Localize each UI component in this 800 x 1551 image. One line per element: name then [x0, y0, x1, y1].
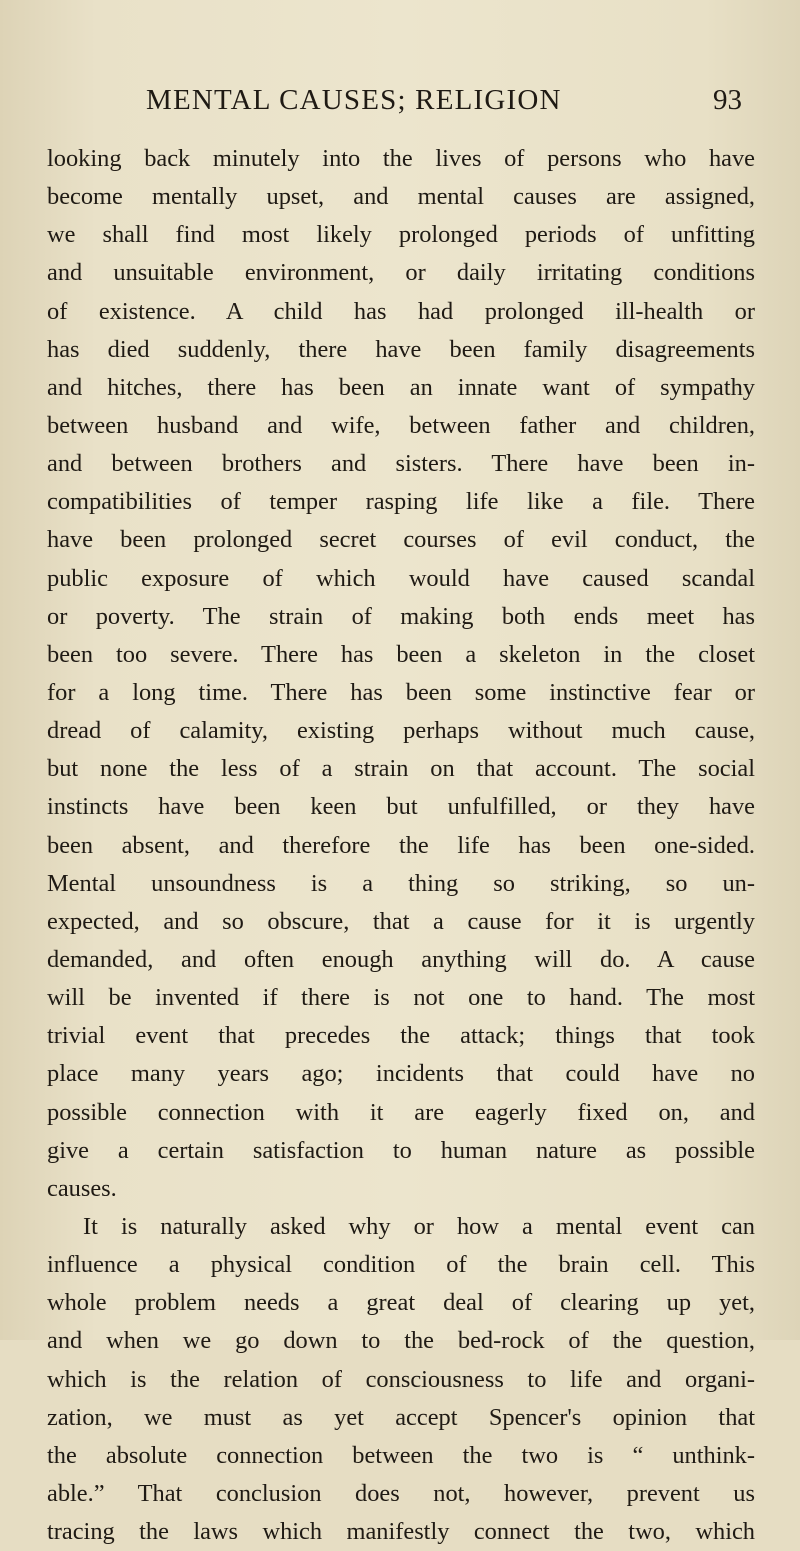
text-line: instincts have been keen but unfulfilled, or they have — [47, 793, 755, 821]
text-line: whole problem needs a great deal of clearing up yet, — [47, 1289, 755, 1317]
text-line: zation, we must as yet accept Spencer's opinion that — [47, 1403, 755, 1431]
text-line: and unsuitable environment, or daily irritating conditions — [47, 259, 755, 287]
text-line: influence a physical condition of the brain cell. This — [47, 1251, 755, 1279]
text-line: demanded, and often enough anything will do. A cause — [47, 945, 755, 973]
text-line: we shall find most likely prolonged periods of unfitting — [47, 221, 755, 249]
text-line: tracing the laws which manifestly connect the two, which — [47, 1518, 755, 1546]
text-line: and hitches, there has been an innate want of sympathy — [47, 373, 755, 401]
text-line: and between brothers and sisters. There have been in- — [47, 450, 755, 478]
text-line: have been prolonged secret courses of evil conduct, the — [47, 526, 755, 554]
text-line: place many years ago; incidents that could have no — [47, 1060, 755, 1088]
text-line: the absolute connection between the two is “ unthink- — [47, 1441, 755, 1469]
text-line: and when we go down to the bed-rock of the question, — [47, 1327, 755, 1355]
running-title: MENTAL CAUSES; RELIGION — [146, 84, 562, 116]
running-head — [0, 84, 800, 124]
text-line: been absent, and therefore the life has been one-sided. — [47, 831, 755, 859]
text-line: possible connection with it are eagerly fixed on, and — [47, 1098, 755, 1126]
text-line: which is the relation of consciousness to life and organi- — [47, 1365, 755, 1393]
text-line: give a certain satisfaction to human nature as possible — [47, 1136, 755, 1164]
text-line: has died suddenly, there have been family disagreements — [47, 335, 755, 363]
text-line: dread of calamity, existing perhaps without much cause, — [47, 717, 755, 745]
paragraph-start-line: It is naturally asked why or how a mental event can — [83, 1212, 755, 1240]
text-line: public exposure of which would have caused scandal — [47, 564, 755, 592]
paragraph-end-line: causes. — [47, 1174, 117, 1202]
text-line: looking back minutely into the lives of persons who have — [47, 145, 755, 172]
text-line: trivial event that precedes the attack; things that took — [47, 1022, 755, 1050]
text-line: expected, and so obscure, that a cause for it is urgently — [47, 907, 755, 935]
text-line: compatibilities of temper rasping life like a file. There — [47, 488, 755, 516]
text-line: or poverty. The strain of making both ends meet has — [47, 602, 755, 630]
text-line: for a long time. There has been some instinctive fear or — [47, 678, 755, 706]
text-line: been too severe. There has been a skeleton in the closet — [47, 640, 755, 668]
text-line: become mentally upset, and mental causes are assigned, — [47, 183, 755, 211]
text-line: able.” That conclusion does not, however, prevent us — [47, 1479, 755, 1507]
page-number: 93 — [713, 84, 742, 116]
text-line: will be invented if there is not one to hand. The most — [47, 984, 755, 1012]
text-line: but none the less of a strain on that account. The social — [47, 755, 755, 783]
text-line: between husband and wife, between father and children, — [47, 411, 755, 439]
text-line: of existence. A child has had prolonged ill-health or — [47, 297, 755, 325]
body-text — [47, 140, 755, 1551]
text-line: Mental unsoundness is a thing so striking, so un- — [47, 869, 755, 897]
